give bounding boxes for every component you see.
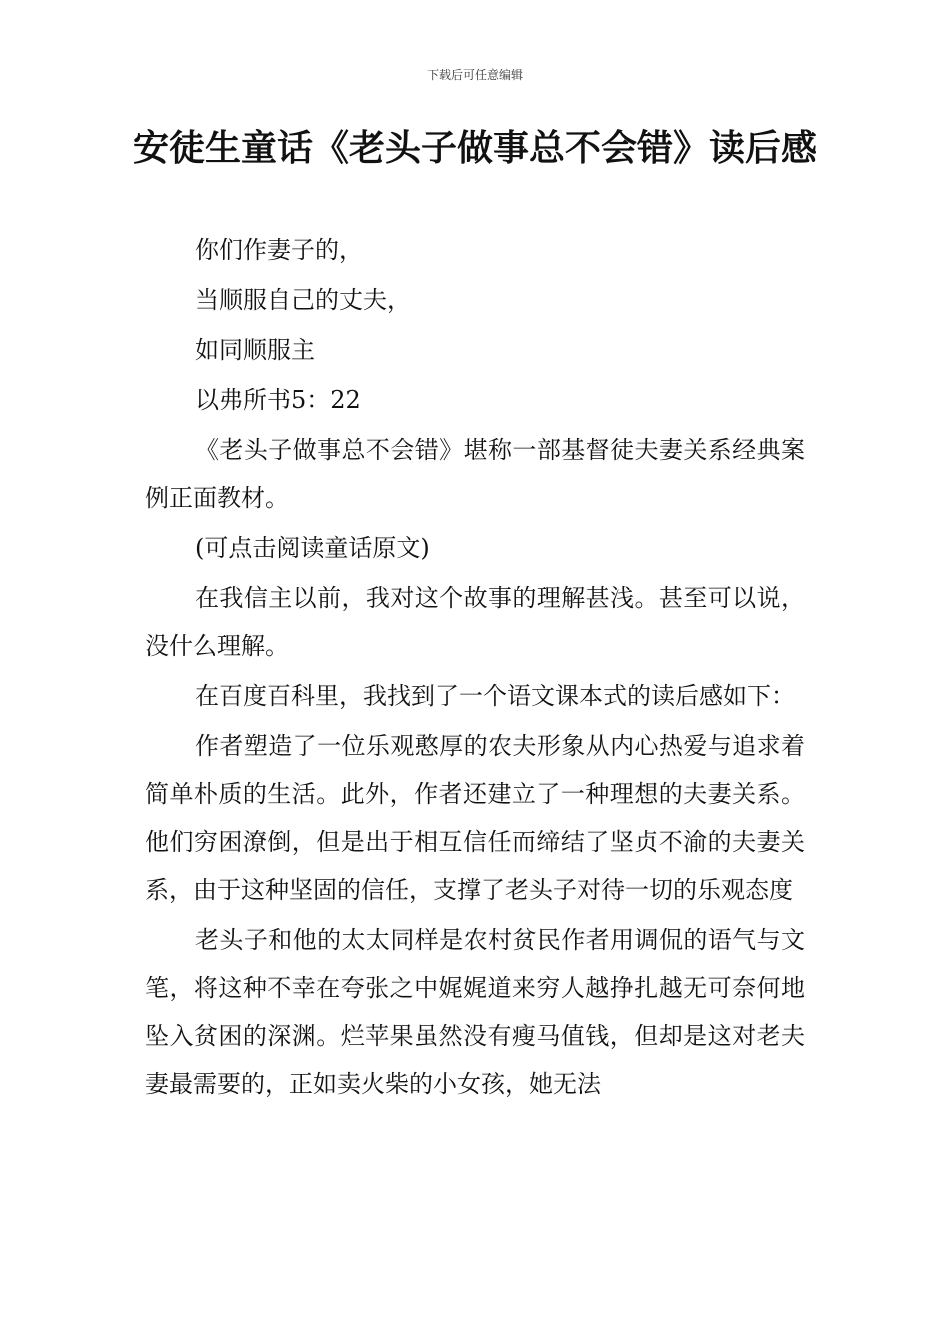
- paragraph: 当顺服自己的丈夫，: [195, 286, 411, 314]
- paragraph: (可点击阅读童话原文): [195, 534, 430, 562]
- header-note: 下载后可任意编辑: [426, 68, 523, 82]
- document-title: 安徒生童话《老头子做事总不会错》读后感: [132, 128, 817, 169]
- paragraph: 《老头子做事总不会错》堪称一部基督徒夫妻关系经典案例正面教材。: [145, 436, 805, 512]
- paragraph: 以弗所书5：22: [195, 386, 361, 414]
- paragraph: 你们作妻子的，: [195, 236, 363, 264]
- document-body: [145, 226, 805, 1110]
- paragraph: 如同顺服主: [195, 336, 315, 364]
- paragraph: 在百度百科里，我找到了一个语文课本式的读后感如下：: [195, 682, 795, 710]
- paragraph: 作者塑造了一位乐观憨厚的农夫形象从内心热爱与追求着简单朴质的生活。此外，作者还建立了一种理想的夫妻关系。他们穷困潦倒，但是出于相互信任而缔结了坚贞不渝的夫妻关系，由于这种坚固的信任，支撑了老头子对待一切的乐观态度: [145, 732, 805, 904]
- paragraph: 在我信主以前，我对这个故事的理解甚浅。甚至可以说，没什么理解。: [145, 584, 805, 660]
- paragraph: 老头子和他的太太同样是农村贫民作者用调侃的语气与文笔，将这种不幸在夸张之中娓娓道来穷人越挣扎越无可奈何地坠入贫困的深渊。烂苹果虽然没有瘦马值钱，但却是这对老夫妻最需要的，正如卖火柴的小女孩，她无法: [145, 926, 805, 1098]
